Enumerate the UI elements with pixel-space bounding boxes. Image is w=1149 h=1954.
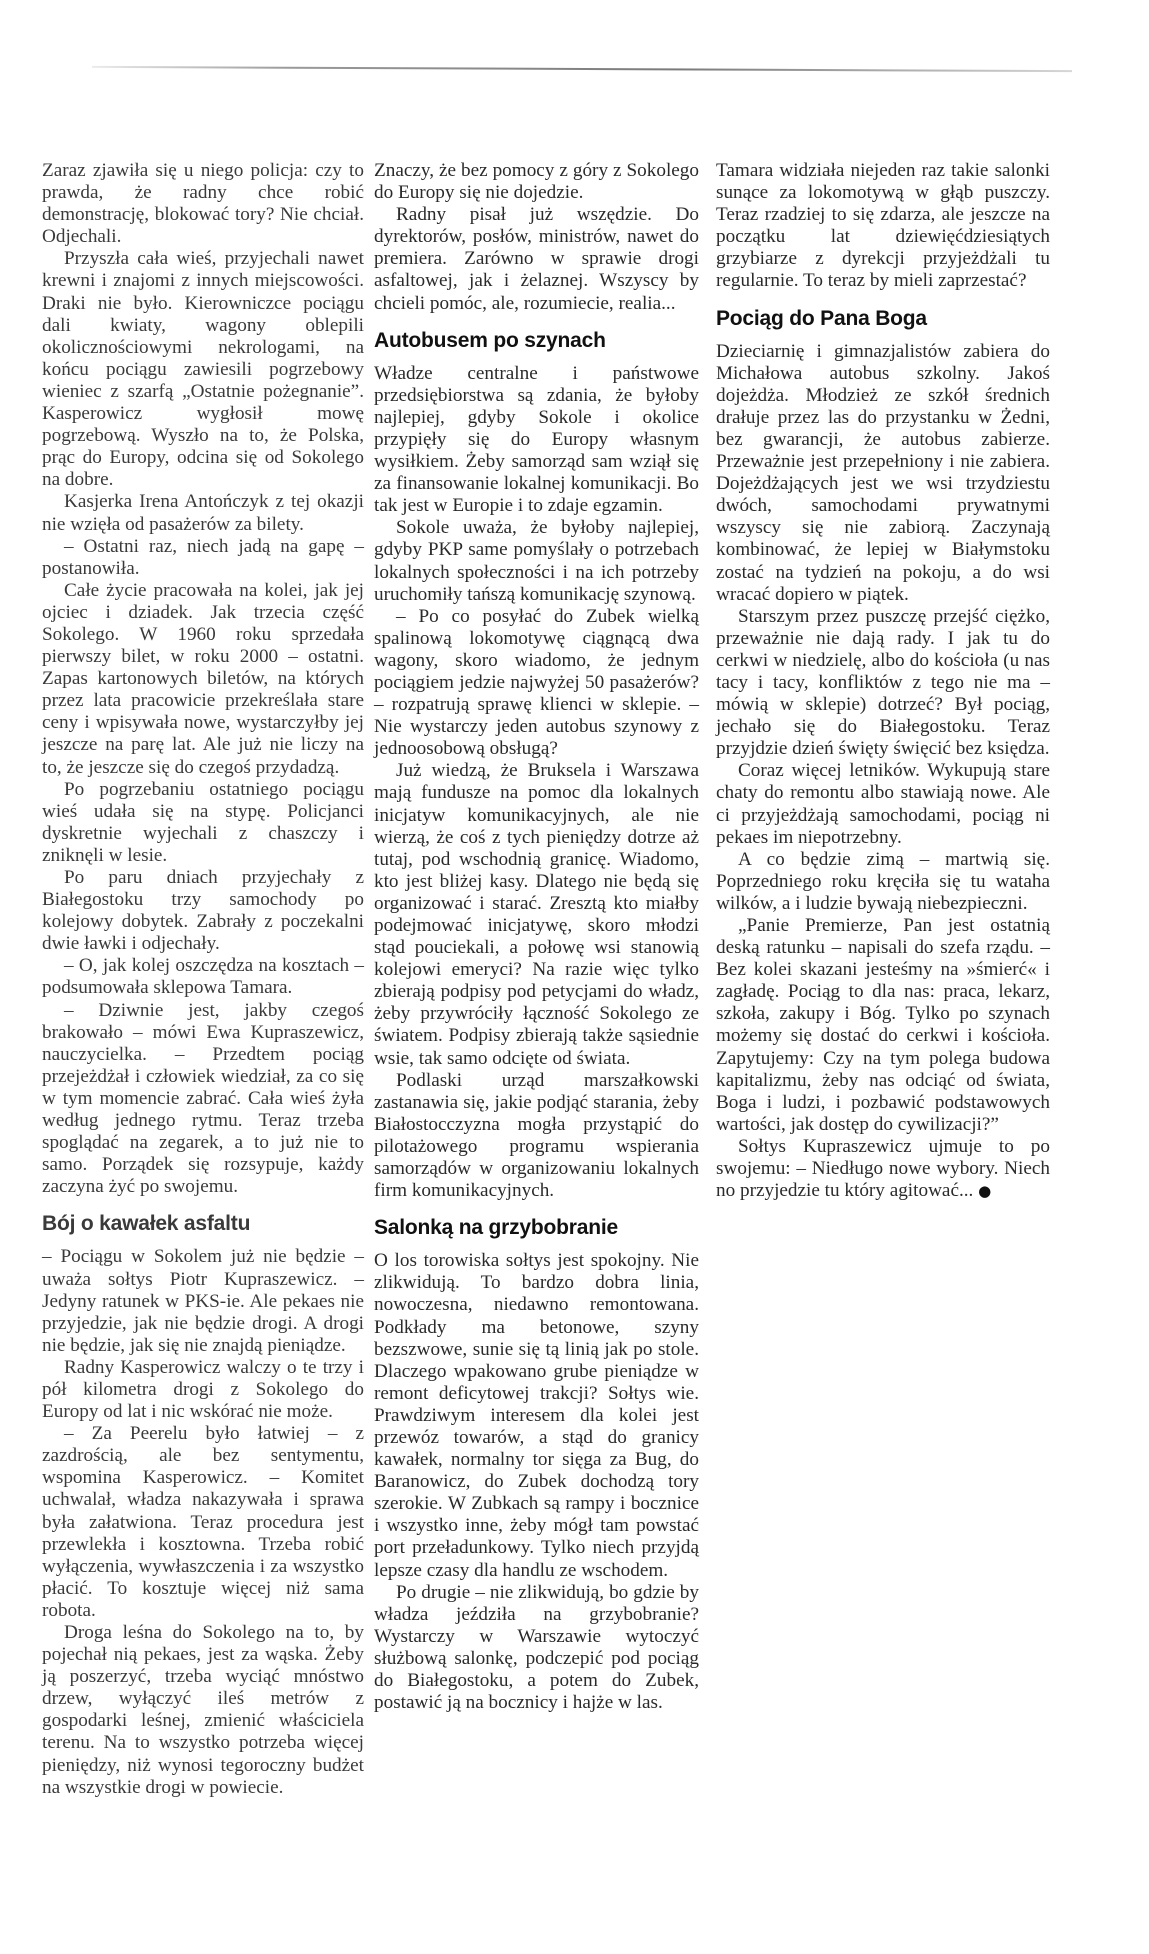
section-heading: Bój o kawałek asfaltu <box>42 1212 251 1236</box>
paragraph: – O, jak kolej oszczędza na kosztach – podsumowała sklepowa Tamara. <box>42 955 364 999</box>
section-heading: Pociąg do Pana Boga <box>716 306 927 330</box>
paragraph: Zaraz zjawiła się u niego policja: czy to prawda, że radny chce robić demonstrację, blokować tory? Nie chciał. Odjechali. <box>42 160 364 248</box>
paragraph: Po pogrzebaniu ostatniego pociągu wieś udała się na stypę. Policjanci dyskretnie wyjechali z chaszczy i zniknęli w lesie. <box>42 778 364 866</box>
paragraph: Całe życie pracowała na kolei, jak jej ojciec i dziadek. Jak trzecia część Sokolego. W 1960 roku sprzedała pierwszy bilet, w roku 2000 – ostatni. Zapas kartonowych biletów, na których przez lata pracowicie przekreślała stare ceny i wpisywała nowe, wystarczyłby jej jeszcze na parę lat. Ale już nie liczy na to, że jeszcze się do czegoś przydadzą. <box>42 579 364 778</box>
paragraph: Sokole uważa, że byłoby najlepiej, gdyby PKP same pomyślały o potrzebach lokalnych społeczności i na ich potrzeby uruchomiły tańszą komunikację szynową. <box>374 517 699 605</box>
paragraph: – Ostatni raz, niech jadą na gapę – postanowiła. <box>42 535 364 579</box>
paragraph: Podlaski urząd marszałkowski zastanawia się, jakie podjąć starania, żeby Białostocczyzna mogła przystąpić do pilotażowego programu wspierania samorządów w organizowaniu lokalnych firm komunikacyjnych. <box>374 1069 699 1202</box>
paragraph: Znaczy, że bez pomocy z góry z Sokolego do Europy się nie dojedzie. <box>374 160 699 204</box>
paragraph: Starszym przez puszczę przejść ciężko, przeważnie nie dają rady. I jak tu do cerkwi w niedzielę, albo do kościoła (u nas tacy i tacy, konfliktów z tego nie ma – mówią w sklepie) dotrzeć? Był pociąg, jechało się do Białegostoku. Teraz przyjdzie dzień święty święcić bez księdza. <box>716 605 1050 760</box>
section-heading: Salonką na grzybobranie <box>374 1216 618 1240</box>
paragraph: Już wiedzą, że Bruksela i Warszawa mają fundusze na pomoc dla lokalnych inicjatyw komunikacyjnych, ale nie wierzą, że coś z tych pieniędzy dotrze aż tutaj, pod wschodnią granicę. Wiadomo, kto jest bliżej kasy. Dlatego nie będą się organizować i starać. Zresztą kto miałby podejmować inicjatywę, skoro młodzi stąd pouciekali, a połowę wsi stanowią kolejowi emeryci? Na razie więc tylko zbierają podpisy pod petycjami do władz, żeby przywróciły łączność Sokolego ze światem. Podpisy zbierają także sąsiednie wsie, tak samo odcięte od świata. <box>374 760 699 1069</box>
paragraph: Władze centralne i państwowe przedsiębiorstwa są zdania, że byłoby najlepiej, gdyby Sokole i okolice przypięły się do Europy własnym wysiłkiem. Żeby samorząd sam wziął się za finansowanie lokalnej komunikacji. Bo tak jest w Europie i to zdaje egzamin. <box>374 362 699 517</box>
paragraph: Radny pisał już wszędzie. Do dyrektorów, posłów, ministrów, nawet do premiera. Zarówno w sprawie drogi asfaltowej, jak i żelaznej. Wszyscy by chcieli pomóc, ale, rozumiecie, realia... <box>374 204 699 314</box>
paragraph: Droga leśna do Sokolego na to, by pojechał nią pekaes, jest za wąska. Żeby ją poszerzyć, trzeba wyciąć mnóstwo drzew, wyłączyć ileś metrów z gospodarki leśnej, zmienić właściciela terenu. Na to wszystko potrzeba więcej pieniędzy, niż wynosi tegoroczny budżet na wszystkie drogi w powiecie. <box>42 1622 364 1798</box>
page-edge-line <box>92 66 1072 72</box>
paragraph: – Po co posyłać do Zubek wielką spalinową lokomotywę ciągnącą dwa wagony, skoro wiadomo, że jednym pociągiem jedzie najwyżej 50 pasażerów? – rozpatrują sprawę klienci w sklepie. – Nie wystarczy jeden autobus szynowy z jednoosobową obsługą? <box>374 605 699 760</box>
article-column-3 <box>716 160 1050 1202</box>
section-heading: Autobusem po szynach <box>374 328 606 352</box>
paragraph: A co będzie zimą – martwią się. Poprzedniego roku kręciła się tu wataha wilków, a i ludzie bywają niebezpieczni. <box>716 848 1050 914</box>
article-column-2 <box>374 160 699 1714</box>
paragraph: Radny Kasperowicz walczy o te trzy i pół kilometra drogi z Sokolego do Europy od lat i nic wskórać nie może. <box>42 1356 364 1423</box>
paragraph: Po paru dniach przyjechały z Białegostoku trzy samochody po kolejowy dobytek. Zabrały z poczekalni dwie ławki i odjechały. <box>42 867 364 955</box>
article-column-1 <box>42 160 364 1799</box>
paragraph: Dzieciarnię i gimnazjalistów zabiera do Michałowa autobus szkolny. Jakoś dojeżdża. Młodzież ze szkół średnich drałuje przez las do przystanku w Żedni, bez gwarancji, że autobus zabierze. Przeważnie jest przepełniony i nie zabiera. Dojeżdżających jest we wsi trzydziestu dwóch, samochodami prywatnymi wszyscy się nie zabiorą. Zaczynają kombinować, że lepiej w Białymstoku zostać na tydzień na pokoju, a do wsi wracać dopiero w piątek. <box>716 340 1050 605</box>
paragraph: „Panie Premierze, Pan jest ostatnią deską ratunku – napisali do szefa rządu. – Bez kolei skazani jesteśmy na »śmierć« i zagładę. Pociąg to dla nas: praca, lekarz, szkoła, zakupy i Bóg. Tylko po szynach możemy się dostać do cerkwi i kościoła. Zapytujemy: Czy na tym polega budowa kapitalizmu, żeby nas odciąć od świata, Boga i ludzi, i pozbawić podstawowych wartości, jak dostęp do cywilizacji?” <box>716 915 1050 1135</box>
paragraph-text: Sołtys Kupraszewicz ujmuje to po swojemu: – Niedługo nowe wybory. Niech no przyjedzie tu który agitować... <box>716 1135 1050 1202</box>
paragraph: – Za Peerelu było łatwiej – z zazdrością, ale bez sentymentu, wspomina Kasperowicz. – Komitet uchwalał, władza nakazywała i sprawa była załatwiona. Teraz procedura jest przewlekła i kosztowna. Trzeba robić wyłączenia, wywłaszczenia i za wszystko płacić. To kosztuje więcej niż sama robota. <box>42 1423 364 1621</box>
paragraph: O los torowiska sołtys jest spokojny. Nie zlikwidują. To bardzo dobra linia, nowoczesna, niedawno remontowana. Podkłady ma betonowe, szyny bezszwowe, sunie się tą linią jak po stole. Dlaczego wpakowano grube pieniądze w remont deficytowej trakcji? Sołtys wie. Prawdziwym interesem dla kolei jest przewóz towarów, a stąd do granicy kawałek, normalny tor sięga za Bug, do Baranowicz, do Zubek dochodzą tory szerokie. W Zubkach są rampy i bocznice i wszystko inne, żeby mógł tam powstać port przeładunkowy. Tylko niech przyjdą lepsze czasy dla handlu ze wschodem. <box>374 1250 699 1581</box>
paragraph: Przyszła cała wieś, przyjechali nawet krewni i znajomi z innych miejscowości. Draki nie było. Kierowniczce pociągu dali kwiaty, wagony oblepili okolicznościowymi nekrologami, na końcu pociągu zawiesili pogrzebowy wieniec z szarfą „Ostatnie pożegnanie”. Kasperowicz wygłosił mowę pogrzebową. Wyszło na to, że Polska, prąc do Europy, odcina się od Sokolego na dobre. <box>42 248 364 491</box>
paragraph: Tamara widziała niejeden raz takie salonki sunące za lokomotywą w głąb puszczy. Teraz rzadziej to się zdarza, ale jeszcze na początku lat dziewięćdziesiątych grzybiarze z dyrekcji przyjeżdżali tu regularnie. To teraz by mieli zaprzestać? <box>716 160 1050 292</box>
paragraph <box>716 1136 1050 1202</box>
end-of-article-mark: ● <box>978 1182 992 1201</box>
paragraph: Po drugie – nie zlikwidują, bo gdzie by władza jeździła na grzybobranie? Wystarczy w Warszawie wytoczyć służbową salonkę, podczepić pod pociąg do Białegostoku, a potem do Zubek, postawić ją na bocznicy i hajże w las. <box>374 1581 699 1714</box>
paragraph: Coraz więcej letników. Wykupują stare chaty do remontu albo stawiają nowe. Ale ci przyjeżdżają samochodami, pociąg ni pekaes im niepotrzebny. <box>716 760 1050 848</box>
paragraph: Kasjerka Irena Antończyk z tej okazji nie wzięła od pasażerów za bilety. <box>42 491 364 535</box>
paragraph: – Pociągu w Sokolem już nie będzie – uważa sołtys Piotr Kupraszewicz. – Jedyny ratunek w PKS-ie. Ale pekaes nie przyjedzie, jak nie będzie drogi. A drogi nie będzie, jak się nie znajdą pieniądze. <box>42 1246 364 1356</box>
paragraph: – Dziwnie jest, jakby czegoś brakowało – mówi Ewa Kupraszewicz, nauczycielka. – Przedtem pociąg przejeżdżał i człowiek wiedział, za co się w tym momencie zabrać. Cała wieś żyła według jednego rytmu. Teraz trzeba spoglądać na zegarek, a to już nie to samo. Porządek się rozsypuje, każdy zaczyna żyć po swojemu. <box>42 999 364 1198</box>
